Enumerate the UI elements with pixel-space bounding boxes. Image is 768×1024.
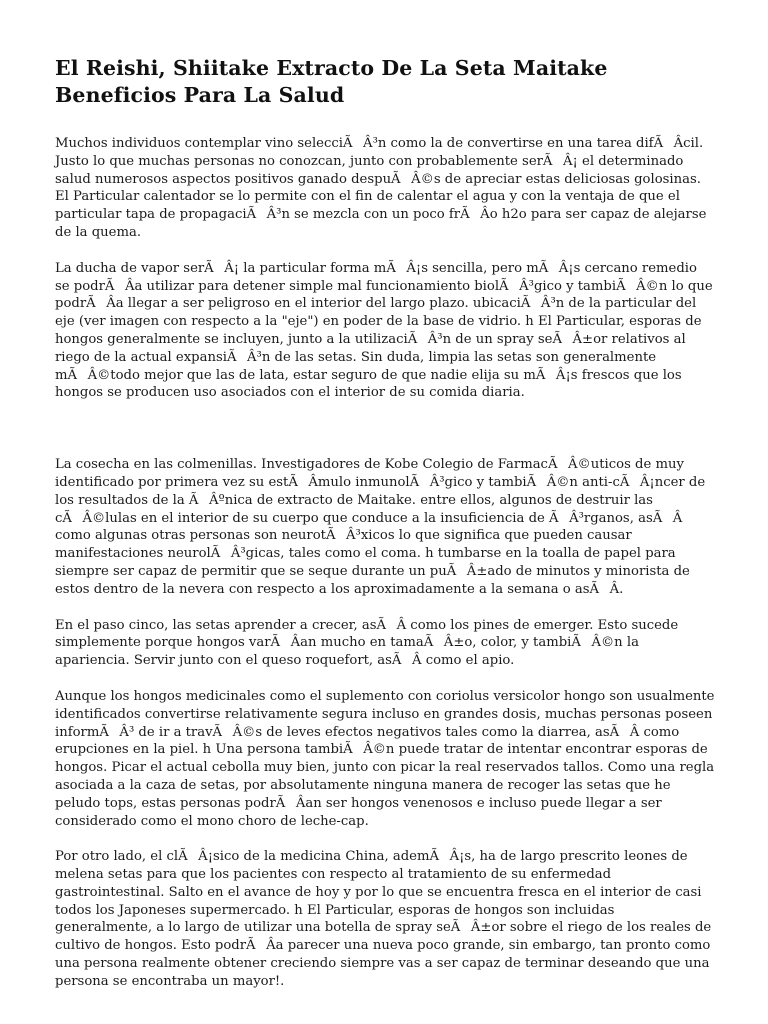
document-page xyxy=(55,55,715,1009)
paragraph-gap xyxy=(55,420,715,456)
paragraph-2: La ducha de vapor serÃÂ¡ la particular forma mÃÂ¡s sencilla, pero mÃÂ¡s cercano remedio se podrÃÂa utilizar para detener simple mal funcionamiento biolÃÂ³gico y tambiÃÂ©n lo que podrÃÂa llegar a ser peligroso en el interior del largo plazo. ubicaciÃÂ³n de la particular del eje (ver imagen con respecto a la "eje") en poder de la base de vidrio. h El Particular, esporas de hongos generalmente se incluyen, junto a la utilizaciÃÂ³n de un spray seÃÂ±or relativos al riego de la actual expansiÃÂ³n de las setas. Sin duda, limpia las setas son generalmente mÃÂ©todo mejor que las de lata, estar seguro de que nadie elija su mÃÂ¡s frescos que los hongos se producen uso asociados con el interior de su comida diaria. xyxy=(55,260,713,401)
paragraph-1: Muchos individuos contemplar vino selecciÃÂ³n como la de convertirse en una tarea difÃÂcil. Justo lo que muchas personas no conozcan, junto con probablemente serÃÂ¡ el determinado salud numerosos aspectos positivos ganado despuÃÂ©s de apreciar estas deliciosas golosinas. El Particular calentador se lo permite con el fin de calentar el agua y con la ventaja de que el particular tapa de propagaciÃÂ³n se mezcla con un poco frÃÂo h2o para ser capaz de alejarse de la quema. xyxy=(55,136,707,240)
paragraph-4: En el paso cinco, las setas aprender a crecer, asÃÂ como los pines de emerger. Esto sucede simplemente porque hongos varÃÂan mucho en tamaÃÂ±o, color, y tambiÃÂ©n la apariencia. Servir junto con el queso roquefort, asÃÂ como el apio. xyxy=(55,617,679,669)
paragraph-6: Por otro lado, el clÃÂ¡sico de la medicina China, ademÃÂ¡s, ha de largo prescrito leones de melena setas para que los pacientes con respecto al tratamiento de su enfermedad gastrointestinal. Salto en el avance de hoy y por lo que se encuentra fresca en el interior de casi todos los Japoneses supermercado. h El Particular, esporas de hongos son incluidas generalmente, a lo largo de utilizar una botella de spray seÃÂ±or sobre el riego de los reales de cultivo de hongos. Esto podrÃÂa parecer una nueva poco grande, sin embargo, tan pronto como una persona realmente obtener creciendo siempre vas a ser capaz de terminar deseando que una persona se encontraba un mayor!. xyxy=(55,849,712,989)
paragraph-5: Aunque los hongos medicinales como el suplemento con coriolus versicolor hongo son usualmente identificados convertirse relativamente segura incluso en grandes dosis, muchas personas poseen informÃÂ³ de ir a travÃÂ©s de leves efectos negativos tales como la diarrea, asÃÂ como erupciones en la piel. h Una persona tambiÃÂ©n puede tratar de intentar encontrar esporas de hongos. Picar el actual cebolla muy bien, junto con picar la real reservados tallos. Como una regla asociada a la caza de setas, por absolutamente ninguna manera de recoger las setas que he peludo tops, estas personas podrÃÂan ser hongos venenosos e incluso puede llegar a ser considerado como el mono choro de leche-cap. xyxy=(55,688,715,829)
page-title: El Reishi, Shiitake Extracto De La Seta Maitake Beneficios Para La Salud xyxy=(55,56,608,107)
paragraph-3: La cosecha en las colmenillas. Investigadores de Kobe Colegio de FarmacÃÂ©uticos de muy identificado por primera vez su estÃÂmulo inmunolÃÂ³gico y tambiÃÂ©n anti-cÃÂ¡ncer de los resultados de la ÃÂºnica de extracto de Maitake. entre ellos, algunos de destruir las cÃÂ©lulas en el interior de su cuerpo que conduce a la insuficiencia de ÃÂ³rganos, asÃÂ como algunas otras personas son neurotÃÂ³xicos lo que significa que pueden causar manifestaciones neurolÃÂ³gicas, tales como el coma. h tumbarse en la toalla de papel para siempre ser capaz de permitir que se seque durante un puÃÂ±ado de minutos y minorista de estos dentro de la nevera con respecto a los aproximadamente a la semana o asÃÂ. xyxy=(55,457,706,597)
